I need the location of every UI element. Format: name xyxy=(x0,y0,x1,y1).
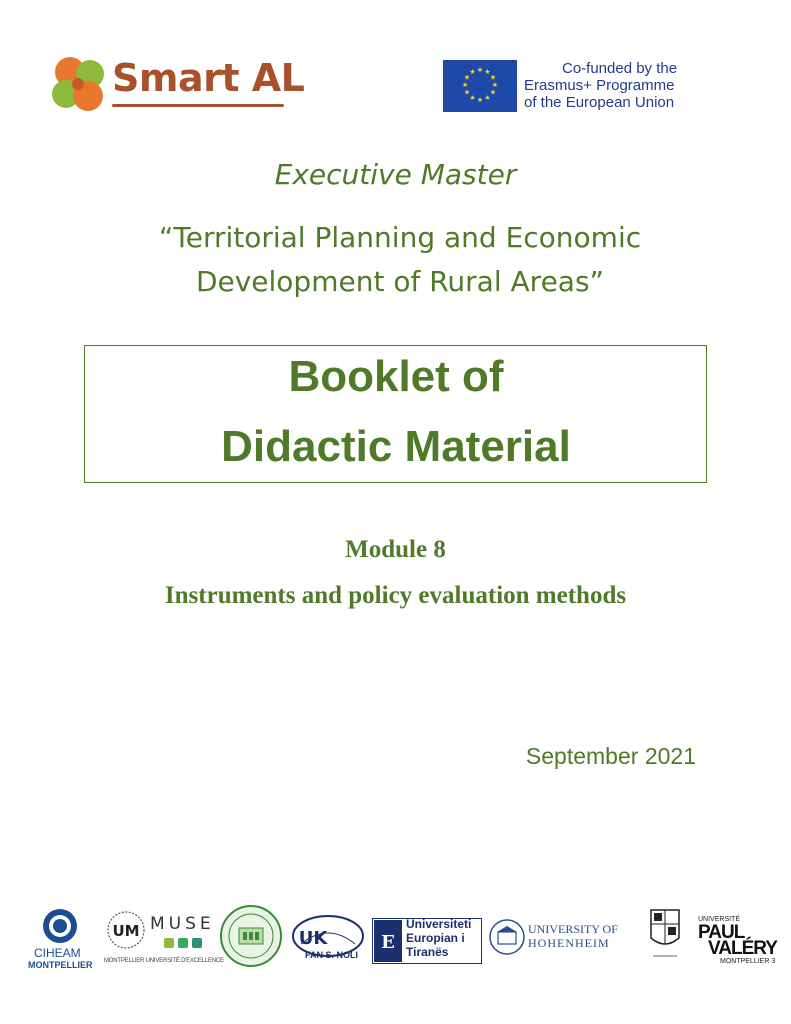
hohenheim-logo xyxy=(488,900,626,972)
muse-square-icon xyxy=(178,938,188,948)
svg-text:★: ★ xyxy=(469,94,476,102)
crest-icon xyxy=(647,904,683,962)
publication-date: September 2021 xyxy=(525,743,696,769)
agricultural-university-seal xyxy=(219,900,283,972)
eu-funding-line-1: Co-funded by the xyxy=(562,60,678,77)
ciheam-emblem-icon xyxy=(26,906,98,950)
svg-text:★: ★ xyxy=(476,96,484,104)
brand-name: Smart AL xyxy=(112,56,305,100)
svg-text:UK: UK xyxy=(298,928,328,949)
brand-underline xyxy=(112,104,284,107)
eu-funding-line-3: of the European Union xyxy=(524,94,675,111)
program-title-line-1: “Territorial Planning and Economic xyxy=(158,221,642,254)
svg-text:★: ★ xyxy=(469,68,476,76)
program-kicker: Executive Master xyxy=(274,158,517,191)
eu-funding-line-2: Erasmus+ Programme xyxy=(524,77,675,94)
program-title-line-2: Development of Rural Areas” xyxy=(195,265,605,298)
uet-logo xyxy=(372,900,484,972)
svg-text:★: ★ xyxy=(463,88,471,97)
clover-icon xyxy=(46,50,116,122)
uet-emblem-icon xyxy=(374,920,402,962)
fan-noli-logo xyxy=(291,900,365,972)
booklet-title-line-2: Didactic Material xyxy=(221,422,571,471)
ciheam-logo xyxy=(26,900,98,972)
hohenheim-line-2: HOHENHEIM xyxy=(528,936,610,950)
booklet-title-line-1: Booklet of xyxy=(288,352,504,401)
svg-text:★: ★ xyxy=(489,73,497,82)
uet-line-2: Europian i xyxy=(406,931,465,945)
muse-logo xyxy=(104,900,224,972)
muse-subtitle: MONTPELLIER UNIVERSITÉ D'EXCELLENCE xyxy=(104,958,224,964)
hohenheim-seal-icon xyxy=(488,918,526,956)
upv-top: UNIVERSITÉ xyxy=(698,916,741,923)
hohenheim-line-1: UNIVERSITY OF xyxy=(528,922,618,936)
svg-text:★: ★ xyxy=(484,94,491,102)
ciheam-city: MONTPELLIER xyxy=(28,960,93,970)
eu-funding-text xyxy=(524,60,677,111)
muse-seal-icon xyxy=(106,910,146,950)
svg-text:UM: UM xyxy=(112,922,140,940)
svg-text:★: ★ xyxy=(463,73,471,82)
module-title: Instruments and policy evaluation methods xyxy=(164,582,627,609)
muse-name: MUSE xyxy=(150,914,215,934)
module-number: Module 8 xyxy=(345,536,446,563)
eu-flag-icon xyxy=(443,60,517,112)
svg-text:★: ★ xyxy=(484,68,491,76)
svg-text:★: ★ xyxy=(489,88,497,97)
upv-name-1: PAUL xyxy=(698,922,745,943)
upv-name-2: VALÉRY xyxy=(708,938,777,959)
uet-line-1: Universiteti xyxy=(406,917,472,931)
svg-text:E: E xyxy=(381,932,395,953)
svg-text:★: ★ xyxy=(476,66,484,74)
university-seal-icon xyxy=(219,904,283,968)
paul-valery-logo xyxy=(694,900,777,972)
fan-noli-name: FAN S. NOLI xyxy=(305,950,359,960)
university-crest-logo xyxy=(645,900,685,972)
ciheam-name: CIHEAM xyxy=(34,946,81,960)
svg-text:★: ★ xyxy=(491,81,499,89)
muse-square-icon xyxy=(164,938,174,948)
svg-text:★: ★ xyxy=(461,81,469,89)
muse-square-icon xyxy=(192,938,202,948)
upv-sub: MONTPELLIER 3 xyxy=(720,958,776,965)
uet-line-3: Tiranës xyxy=(406,945,449,959)
program-title xyxy=(100,216,700,304)
